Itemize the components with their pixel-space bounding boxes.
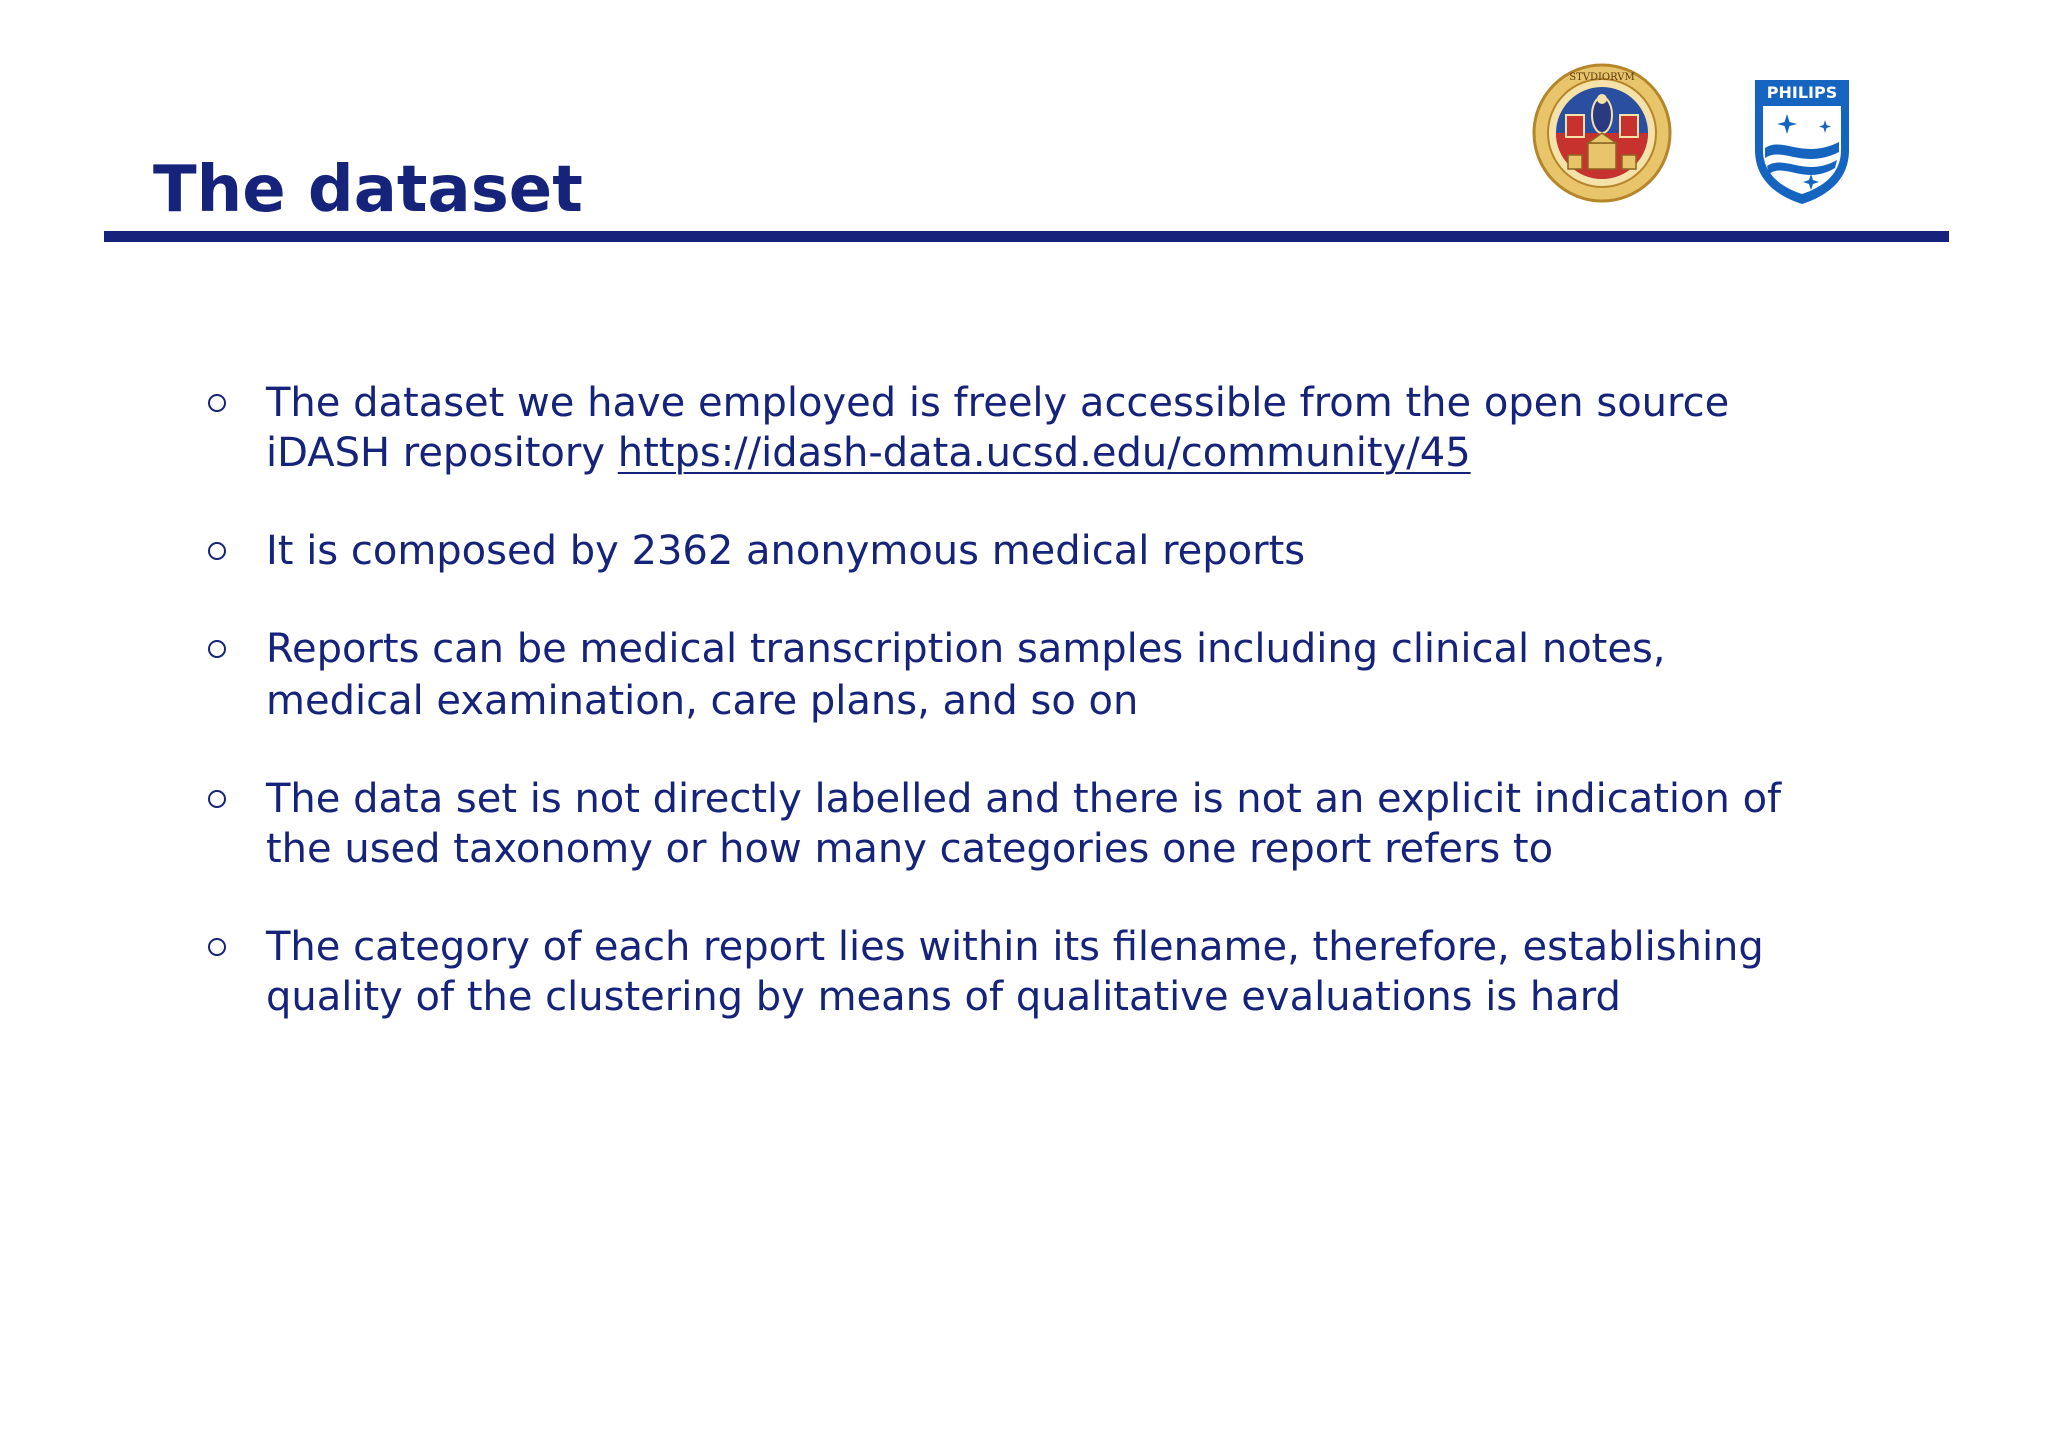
bullet-item <box>205 378 1885 478</box>
bullet-circle-icon <box>208 790 226 808</box>
bullet-item <box>205 624 1885 726</box>
bullet-text-line: The category of each report lies within its filename, therefore, establishing <box>266 924 1764 970</box>
bullet-circle-icon <box>208 640 226 658</box>
svg-text:PHILIPS: PHILIPS <box>1766 83 1838 102</box>
bullet-text-line: medical examination, care plans, and so on <box>266 678 1139 724</box>
bullet-circle-icon <box>208 394 226 412</box>
bullet-item <box>205 526 1885 576</box>
bullet-circle-icon <box>208 542 226 560</box>
bullet-text-line: The dataset we have employed is freely accessible from the open source <box>266 380 1730 426</box>
bullet-text-line: The data set is not directly labelled and there is not an explicit indication of <box>266 776 1782 822</box>
bullet-item <box>205 774 1885 874</box>
bullet-list <box>205 378 1885 1022</box>
bullet-text-prefix: iDASH repository <box>266 430 618 476</box>
title-underline <box>104 231 1949 242</box>
bullet-circle-icon <box>208 938 226 956</box>
university-seal-logo <box>1532 63 1672 203</box>
bullet-text-line: Reports can be medical transcription samples including clinical notes, <box>266 626 1666 672</box>
slide-title: The dataset <box>153 153 583 227</box>
bullet-item <box>205 922 1885 1022</box>
philips-shield-logo <box>1751 76 1853 206</box>
bullet-text-line: It is composed by 2362 anonymous medical reports <box>266 528 1306 574</box>
bullet-text-line: the used taxonomy or how many categories one report refers to <box>266 826 1554 872</box>
svg-text:STVDIORVM: STVDIORVM <box>1569 72 1635 83</box>
bullet-text-line <box>266 428 1885 478</box>
idash-repository-link[interactable]: https://idash-data.ucsd.edu/community/45 <box>617 430 1471 476</box>
bullet-text-line: quality of the clustering by means of qualitative evaluations is hard <box>266 974 1621 1020</box>
